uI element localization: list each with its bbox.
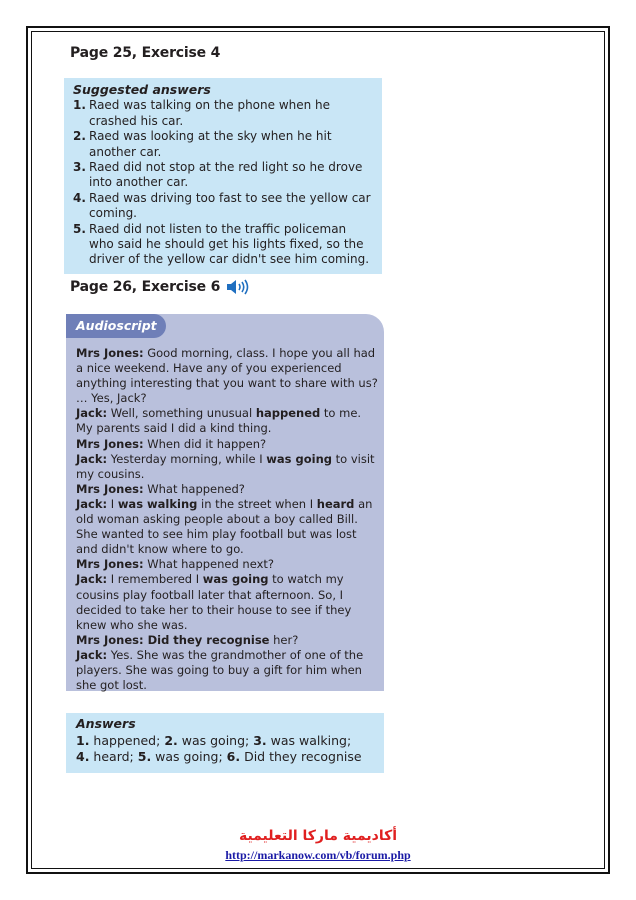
answer-text: was going; [177,733,254,748]
dialogue-text: Yesterday morning, while I [107,451,267,466]
exercise6-heading-text: Page 26, Exercise 6 [70,279,221,295]
answer-number: 6. [226,749,241,764]
suggested-answers-title: Suggested answers [73,82,211,97]
emphasis-text: heard [316,496,355,511]
answer-text: was walking; [266,733,352,748]
emphasis-text: happened [255,406,321,421]
speaker-name: Jack: [76,572,108,587]
audioscript-text [76,346,380,693]
answer-text: was going; [151,749,227,764]
footer-forum-link[interactable]: http://markanow.com/vb/forum.php [225,848,411,862]
item-number: 3. [73,160,86,175]
dialogue-line [76,437,380,452]
answer-number: 2. [164,733,178,748]
item-number: 2. [73,129,86,144]
answer-number: 5. [137,749,152,764]
suggested-answers-list [73,98,374,267]
dialogue-text: in the street when I [197,496,317,511]
item-text: Raed was talking on the phone when he crashed his car. [89,98,331,128]
speaker-name: Mrs Jones: [76,346,144,360]
answer-text: heard; [89,749,138,764]
item-number: 1. [73,98,86,113]
item-text: Raed did not listen to the traffic policeman who said he should get his lights fixed, so the driver of the yellow car didn't see him coming. [89,221,370,267]
answer-text: happened; [89,733,165,748]
dialogue-text: her? [269,632,299,647]
list-item [73,191,374,222]
dialogue-line [76,497,380,557]
dialogue-text: I [107,496,118,511]
emphasis-text: was going [202,572,269,587]
item-number: 5. [73,221,86,236]
speaker-name: Jack: [76,451,108,466]
speaker-name: Jack: [76,647,108,662]
dialogue-line [76,633,380,648]
emphasis-text: Did they recognise [143,632,270,647]
list-item [73,160,374,191]
speaker-name: Mrs Jones: [76,632,144,647]
dialogue-line [76,572,380,632]
item-number: 4. [73,190,86,205]
dialogue-text: to me. My parents said I did a kind thing. [76,406,362,436]
audioscript-tab: Audioscript [66,314,166,338]
dialogue-line [76,452,380,482]
answers-title: Answers [76,716,136,731]
answer-number: 4. [76,749,90,764]
emphasis-text: was walking [117,496,198,511]
audioscript-box [66,314,384,691]
dialogue-line [76,648,380,693]
emphasis-text: was going [266,451,332,466]
answers-box [66,713,384,773]
answers-line-2 [76,749,374,765]
dialogue-text: an old woman asking people about a boy called Bill. She wanted to see him play football but was lost and didn't know where to go. [76,496,373,557]
dialogue-text: When did it happen? [143,436,267,451]
footer-academy-name: أكاديمية ماركا التعليمية [238,828,398,844]
speaker-name: Mrs Jones: [76,557,144,572]
speaker-name: Jack: [76,496,108,511]
exercise6-heading [70,279,250,295]
dialogue-line [76,406,380,436]
speaker-name: Mrs Jones: [76,481,144,496]
audio-speaker-icon[interactable] [226,279,250,295]
exercise4-heading: Page 25, Exercise 4 [70,45,221,61]
dialogue-text: What happened? [143,481,245,496]
answer-number: 1. [76,733,90,748]
item-text: Raed was looking at the sky when he hit another car. [89,129,332,159]
suggested-answers-box [64,78,382,274]
answers-line-1 [76,733,374,749]
dialogue-text: I remembered I [107,572,203,587]
item-text: Raed was driving too fast to see the yellow car coming. [89,190,371,221]
item-text: Raed did not stop at the red light so he drove into another car. [89,160,363,190]
dialogue-text: Yes. She was the grandmother of one of the players. She was going to buy a gift for him when she got lost. [76,647,364,693]
answer-text: Did they recognise [240,749,362,764]
list-item [73,98,374,129]
dialogue-text: What happened next? [143,557,275,572]
dialogue-line [76,346,380,406]
list-item [73,129,374,160]
dialogue-text: Good morning, class. I hope you all had a nice weekend. Have any of you experienced anything interesting that you want to share with us? … Yes, Jack? [76,346,378,406]
dialogue-line [76,557,380,572]
speaker-name: Jack: [76,406,108,421]
dialogue-text: Well, something unusual [107,406,256,421]
list-item [73,222,374,268]
dialogue-text: to visit my cousins. [76,451,375,481]
dialogue-text: to watch my cousins play football later that afternoon. So, I decided to take her to their house to see if they knew who she was. [76,572,352,632]
answer-number: 3. [253,733,267,748]
speaker-name: Mrs Jones: [76,436,144,451]
dialogue-line [76,482,380,497]
